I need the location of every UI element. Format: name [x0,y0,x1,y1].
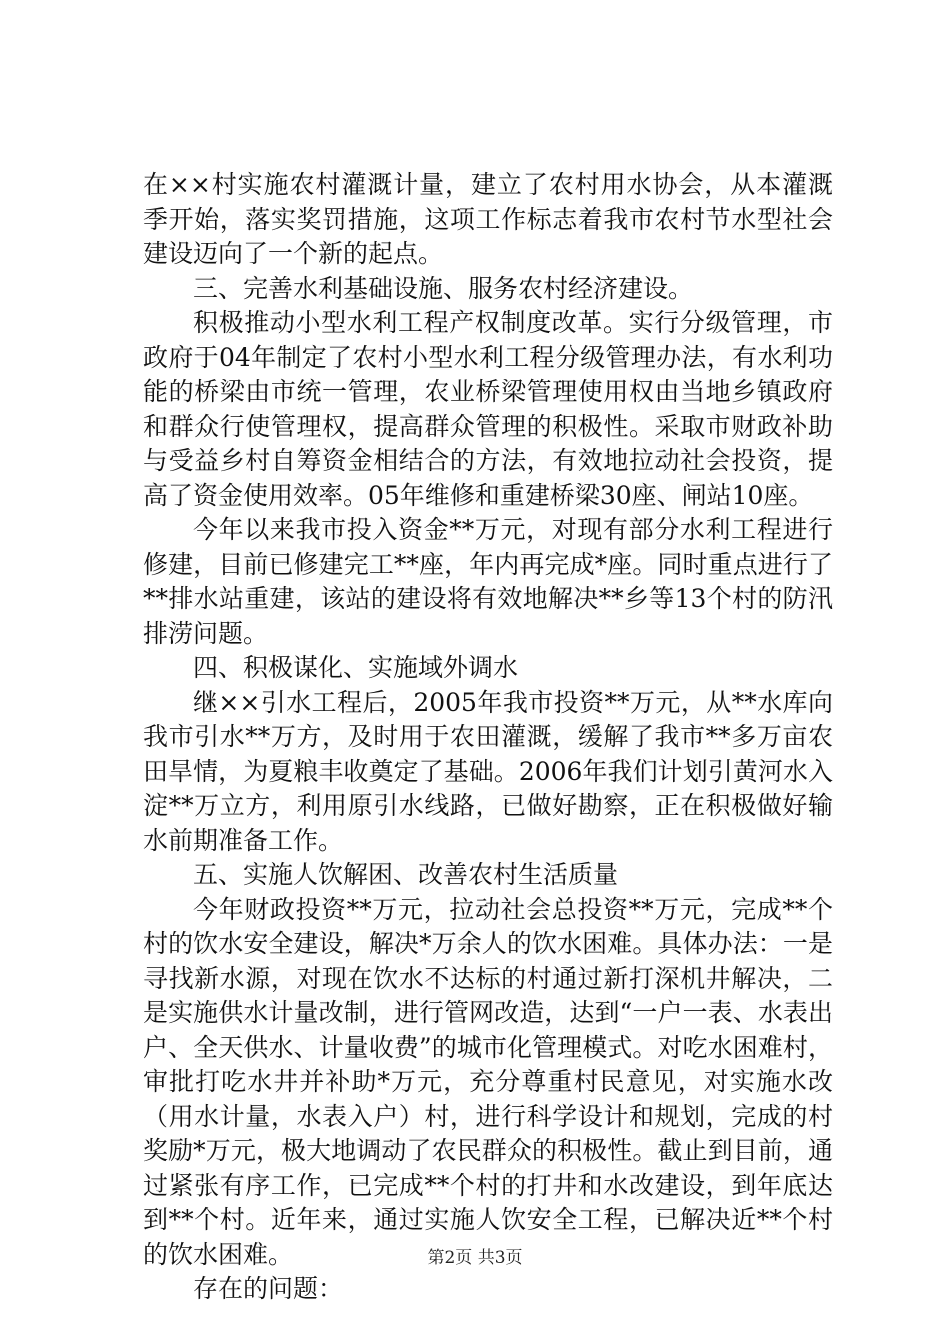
paragraph-3: 今年以来我市投入资金**万元，对现有部分水利工程进行修建，目前已修建完工**座，年内再完成*座。同时重点进行了**排水站重建，该站的建设将有效地解决**乡等13个村的防汛排涝问题。 [143,515,833,648]
paragraph-5: 今年财政投资**万元，拉动社会总投资**万元，完成**个村的饮水安全建设，解决*万余人的饮水困难。具体办法：一是寻找新水源，对现在饮水不达标的村通过新打深机井解决，二是实施供水计量改制，进行管网改造，达到“一户一表、水表出户、全天供水、计量收费”的城市化管理模式。对吃水困难村，审批打吃水井并补助*万元，充分尊重村民意见，对实施水改（用水计量，水表入户）村，进行科学设计和规划，完成的村奖励*万元，极大地调动了农民群众的积极性。截止到目前，通过紧张有序工作，已完成**个村的打井和水改建设，到年底达到**个村。近年来，通过实施人饮安全工程，已解决近**个村的饮水困难。 [143,894,833,1269]
problems-heading: 存在的问题： [193,1274,344,1303]
section-heading-5: 五、实施人饮解困、改善农村生活质量 [193,860,619,889]
section-heading-4: 四、积极谋化、实施域外调水 [193,653,519,682]
paragraph-1: 在××村实施农村灌溉计量，建立了农村用水协会，从本灌溉季开始，落实奖罚措施，这项工作标志着我市农村节水型社会建设迈向了一个新的起点。 [143,170,833,268]
paragraph-4: 继××引水工程后，2005年我市投资**万元，从**水库向我市引水**万方，及时用于农田灌溉，缓解了我市**多万亩农田旱情，为夏粮丰收奠定了基础。2006年我们计划引黄河水入淀**万立方，利用原引水线路，已做好勘察，正在积极做好输水前期准备工作。 [143,687,833,855]
section-heading-3: 三、完善水利基础设施、服务农村经济建设。 [193,273,694,303]
page-number-footer: 第2页 共3页 [427,1248,523,1268]
document-body [143,168,833,1307]
paragraph-2: 积极推动小型水利工程产权制度改革。实行分级管理，市政府于04年制定了农村小型水利工程分级管理办法，有水利功能的桥梁由市统一管理，农业桥梁管理使用权由当地乡镇政府和群众行使管理权，提高群众管理的积极性。采取市财政补助与受益乡村自筹资金相结合的方法，有效地拉动社会投资，提高了资金使用效率。05年维修和重建桥梁30座、闸站10座。 [143,308,833,510]
